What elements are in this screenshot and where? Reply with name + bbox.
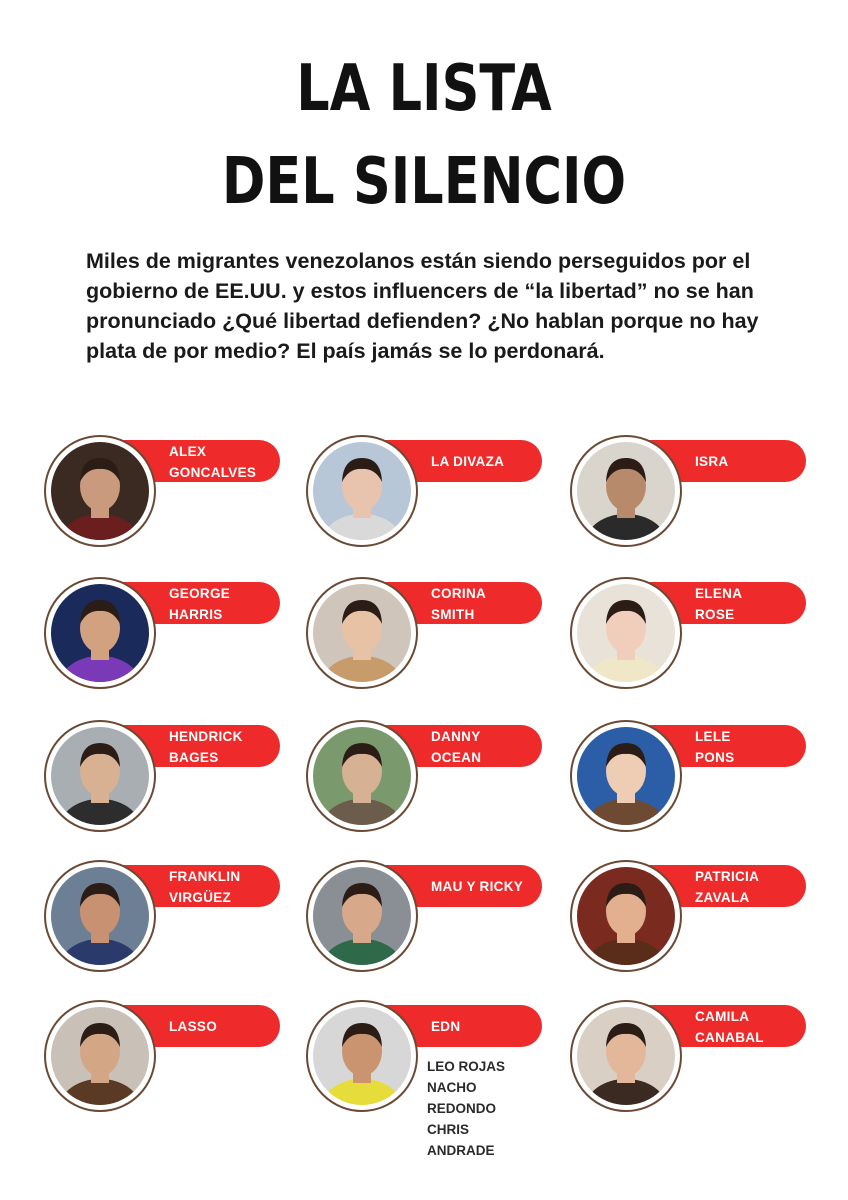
edn-member: ANDRADE: [427, 1143, 495, 1158]
edn-member: CHRIS: [427, 1122, 470, 1137]
name-line-1: EDN: [431, 1019, 461, 1034]
name-line-1: LASSO: [169, 1019, 218, 1034]
avatar: [570, 577, 682, 689]
name-line-1: ELENA: [695, 586, 743, 601]
name-line-1: LA DIVAZA: [431, 454, 505, 469]
name-tag-label: [431, 876, 541, 897]
name-line-2: PONS: [695, 750, 735, 765]
name-line-1: GEORGE: [169, 586, 231, 601]
influencer-card: [44, 435, 294, 565]
intro-paragraph: Miles de migrantes venezolanos están siendo perseguidos por el gobierno de EE.UU. y estos influencers de “la libertad” no se han pronunciado ¿Qué libertad defienden? ¿No hablan porque no hay plata de por medio? El país jamás se lo perdonará.: [86, 249, 759, 363]
name-line-2: VIRGÜEZ: [169, 890, 232, 905]
influencer-card: [44, 720, 294, 850]
name-line-2: ROSE: [695, 607, 735, 622]
name-tag-label: [431, 451, 541, 472]
influencer-card: [306, 860, 556, 990]
influencer-card: [44, 860, 294, 990]
name-tag-label: [695, 866, 805, 908]
portrait-photo-icon: [313, 727, 411, 825]
portrait-photo-icon: [51, 867, 149, 965]
name-line-1: ALEX: [169, 444, 207, 459]
name-tag-label: [431, 1016, 541, 1037]
name-line-1: DANNY: [431, 729, 481, 744]
edn-member: NACHO: [427, 1080, 477, 1095]
portrait-photo-icon: [577, 584, 675, 682]
name-line-1: HENDRICK: [169, 729, 243, 744]
name-line-2: HARRIS: [169, 607, 223, 622]
avatar: [44, 720, 156, 832]
avatar: [44, 1000, 156, 1112]
influencer-card: [570, 577, 820, 707]
portrait-photo-icon: [313, 584, 411, 682]
name-line-2: BAGES: [169, 750, 219, 765]
portrait-photo-icon: [313, 1007, 411, 1105]
name-line-1: LELE: [695, 729, 731, 744]
avatar: [570, 435, 682, 547]
avatar: [570, 860, 682, 972]
avatar: [306, 435, 418, 547]
name-line-2: GONCALVES: [169, 465, 257, 480]
name-tag-label: [169, 583, 279, 625]
name-line-1: PATRICIA: [695, 869, 760, 884]
influencer-card: [44, 1000, 294, 1130]
name-line-2: OCEAN: [431, 750, 482, 765]
influencer-card: [306, 720, 556, 850]
name-tag-label: [431, 583, 541, 625]
avatar: [44, 860, 156, 972]
page-title-line-1: LA LISTA: [296, 52, 552, 126]
avatar: [44, 577, 156, 689]
avatar: [306, 860, 418, 972]
name-line-1: CAMILA: [695, 1009, 750, 1024]
avatar: [306, 577, 418, 689]
portrait-photo-icon: [577, 867, 675, 965]
name-line-1: ISRA: [695, 454, 729, 469]
influencer-card: [570, 720, 820, 850]
portrait-photo-icon: [51, 584, 149, 682]
name-tag-label: [169, 866, 279, 908]
portrait-photo-icon: [313, 867, 411, 965]
portrait-photo-icon: [51, 727, 149, 825]
name-tag-label: [431, 726, 541, 768]
avatar: [306, 720, 418, 832]
name-line-2: SMITH: [431, 607, 475, 622]
name-line-1: MAU Y RICKY: [431, 879, 524, 894]
influencer-card: [570, 860, 820, 990]
name-line-2: CANABAL: [695, 1030, 764, 1045]
influencer-card: [570, 1000, 820, 1130]
influencer-card: [44, 577, 294, 707]
influencer-card: [306, 435, 556, 565]
name-line-1: FRANKLIN: [169, 869, 241, 884]
influencer-card: [306, 577, 556, 707]
portrait-photo-icon: [51, 1007, 149, 1105]
name-tag-label: [169, 726, 279, 768]
edn-member: REDONDO: [427, 1101, 497, 1116]
avatar: [306, 1000, 418, 1112]
influencer-card: [570, 435, 820, 565]
name-tag-label: [695, 1006, 805, 1048]
edn-members-list: [427, 1056, 547, 1161]
name-tag-label: [169, 1016, 279, 1037]
name-tag-label: [695, 726, 805, 768]
name-tag-label: [169, 441, 279, 483]
portrait-photo-icon: [577, 442, 675, 540]
page-title-line-2: DEL SILENCIO: [221, 145, 627, 219]
avatar: [570, 720, 682, 832]
portrait-photo-icon: [577, 1007, 675, 1105]
portrait-photo-icon: [577, 727, 675, 825]
avatar: [44, 435, 156, 547]
name-line-1: CORINA: [431, 586, 487, 601]
name-tag-label: [695, 451, 805, 472]
name-line-2: ZAVALA: [695, 890, 750, 905]
edn-member: LEO ROJAS: [427, 1059, 506, 1074]
portrait-photo-icon: [313, 442, 411, 540]
portrait-photo-icon: [51, 442, 149, 540]
name-tag-label: [695, 583, 805, 625]
avatar: [570, 1000, 682, 1112]
